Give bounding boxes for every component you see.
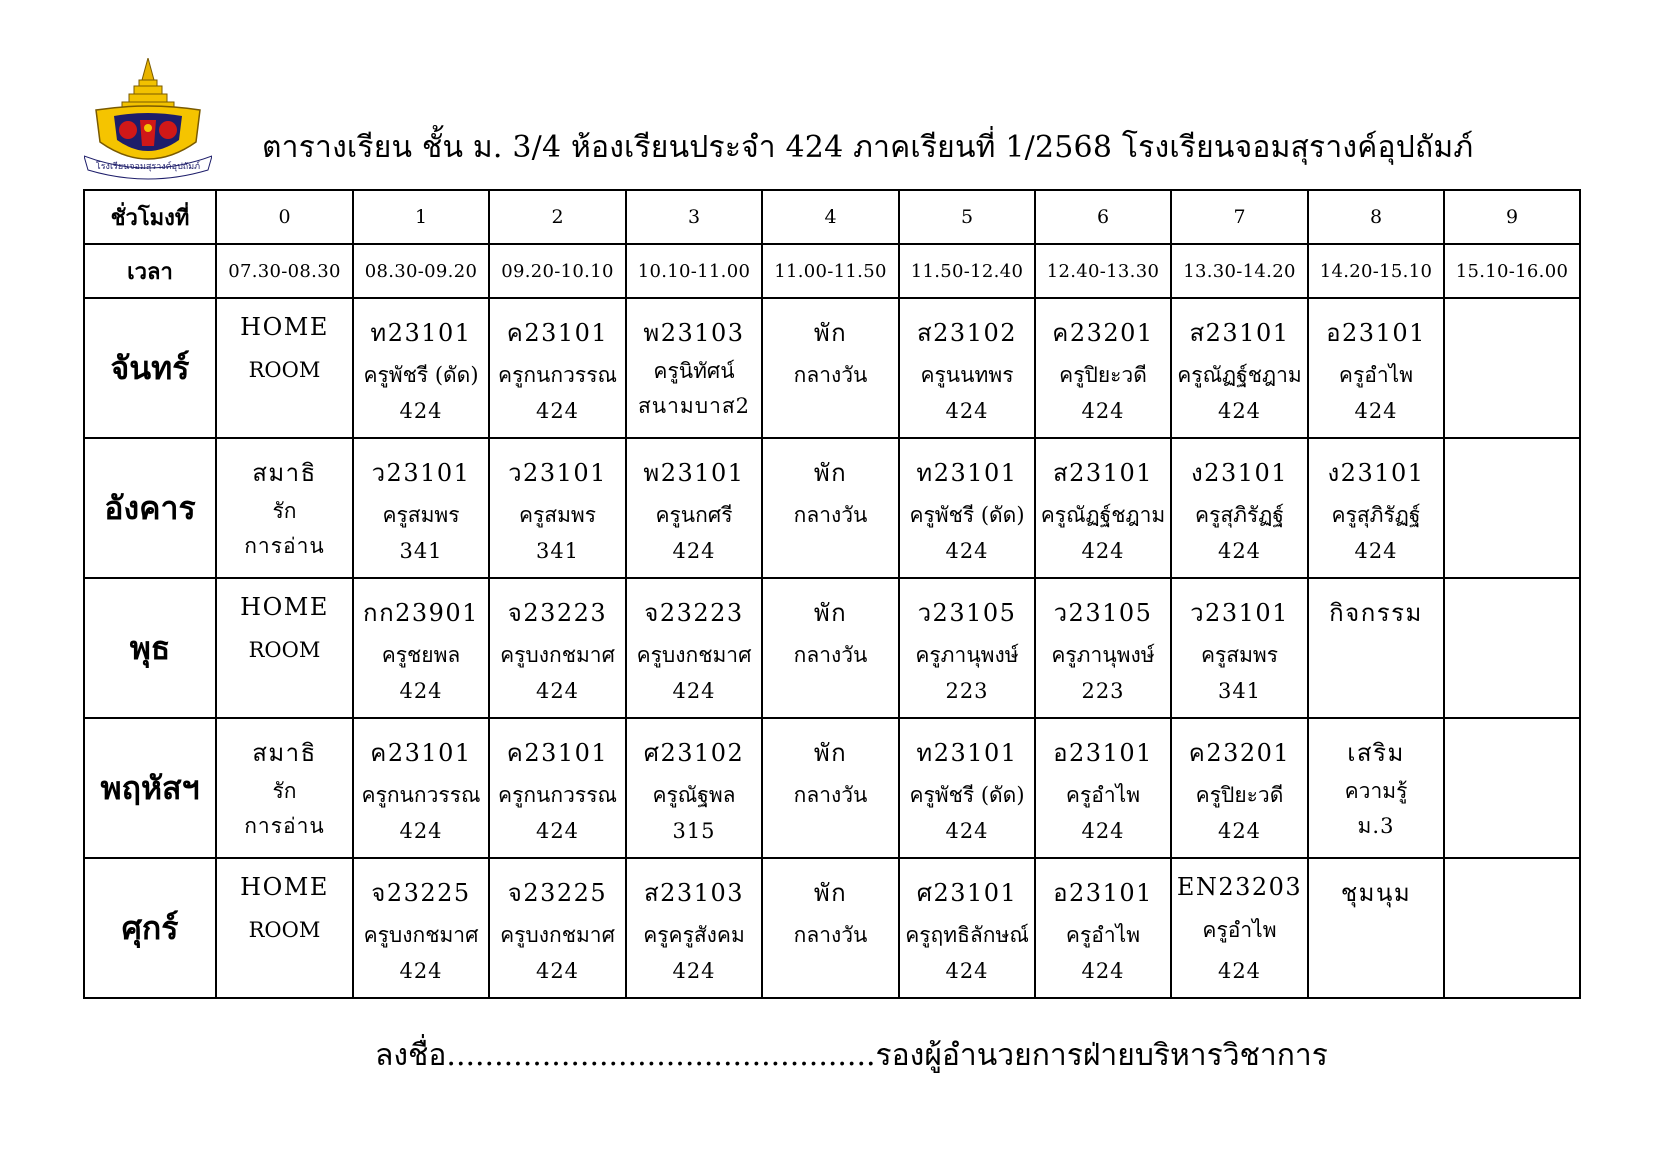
room-number: การอ่าน <box>244 814 325 838</box>
timetable-cell <box>1171 858 1308 998</box>
subject-code: ว23101 <box>508 459 607 487</box>
teacher-name: ความรู้ <box>1344 778 1408 803</box>
timetable-cell <box>1308 438 1444 578</box>
timetable-cell <box>762 578 899 718</box>
timetable-cell <box>1308 718 1444 858</box>
day-name: พุธ <box>84 578 216 718</box>
day-row <box>84 578 1580 718</box>
subject-code: อ23101 <box>1326 319 1426 347</box>
teacher-name: ครูพัชรี (ดัด) <box>909 783 1025 807</box>
timetable-cell <box>899 718 1035 858</box>
teacher-name: ครูบงกชมาศ <box>500 643 615 667</box>
teacher-name: ครูอำไพ <box>1202 917 1277 942</box>
teacher-name: ครูสุภิรัฏฐ์ <box>1195 503 1284 527</box>
teacher-name: กลางวัน <box>793 783 868 807</box>
teacher-name: กลางวัน <box>793 923 868 947</box>
timetable-cell <box>1035 438 1171 578</box>
time-range: 12.40-13.30 <box>1035 244 1171 298</box>
timetable-cell <box>353 858 489 998</box>
day-row <box>84 718 1580 858</box>
timetable-cell <box>353 438 489 578</box>
timetable-cell <box>489 858 626 998</box>
subject-code: ศ23102 <box>643 739 745 767</box>
timetable-cell <box>1444 298 1580 438</box>
teacher-name: ครูกนกวรรณ <box>361 783 481 807</box>
room-number: 424 <box>1081 959 1125 983</box>
teacher-name: ครูภานุพงษ์ <box>915 643 1019 667</box>
room-number: 424 <box>535 399 580 423</box>
subject-code: พัก <box>813 459 848 487</box>
teacher-name: ROOM <box>248 918 321 942</box>
timetable-cell <box>489 298 626 438</box>
room-number: 223 <box>1081 679 1125 703</box>
room-number: 424 <box>1081 399 1125 423</box>
subject-code: เสริม <box>1347 739 1405 767</box>
timetable-cell <box>762 438 899 578</box>
timetable-cell <box>626 718 762 858</box>
room-number: 424 <box>945 399 989 423</box>
timetable-cell <box>353 578 489 718</box>
room-number: 315 <box>672 819 716 843</box>
subject-code: จ23223 <box>507 599 608 627</box>
signature-line: ลงชื่อ.............................................รองผู้อำนวยการฝ่ายบริหารวิชาการ <box>375 1038 1328 1073</box>
room-number: สนามบาส2 <box>637 394 751 418</box>
time-range: 14.20-15.10 <box>1308 244 1444 298</box>
teacher-name: ครูอำไพ <box>1338 363 1414 387</box>
room-number: 424 <box>399 959 443 983</box>
period-row <box>84 190 1580 244</box>
timetable-cell <box>216 438 353 578</box>
subject-code: สมาธิ <box>252 739 317 767</box>
subject-code: พัก <box>813 739 848 767</box>
room-number: 424 <box>1081 539 1125 563</box>
subject-code: จ23223 <box>644 599 744 627</box>
subject-code: ค23101 <box>506 319 609 347</box>
time-range: 15.10-16.00 <box>1444 244 1580 298</box>
teacher-name: ครูกนกวรรณ <box>498 783 617 807</box>
subject-code: จ23225 <box>371 879 471 907</box>
subject-code: อ23101 <box>1053 879 1153 907</box>
timetable-cell <box>353 298 489 438</box>
timetable-cell <box>489 578 626 718</box>
room-number: 424 <box>1354 539 1398 563</box>
time-label: เวลา <box>84 244 216 298</box>
teacher-name: ครูนนทพร <box>920 363 1014 387</box>
subject-code: ค23201 <box>1188 739 1291 767</box>
subject-code: ส23101 <box>1189 319 1290 347</box>
timetable-cell <box>489 438 626 578</box>
timetable-cell <box>1035 858 1171 998</box>
timetable-cell <box>1308 858 1444 998</box>
time-range: 13.30-14.20 <box>1171 244 1308 298</box>
subject-code: ส23101 <box>1053 459 1153 487</box>
subject-code: ส23102 <box>917 319 1017 347</box>
day-name: อังคาร <box>84 438 216 578</box>
day-row <box>84 858 1580 998</box>
teacher-name: รัก <box>272 498 297 523</box>
teacher-name: ครูฤทธิลักษณ์ <box>905 923 1029 947</box>
period-number: 3 <box>626 190 762 244</box>
timetable-cell <box>216 718 353 858</box>
day-row <box>84 298 1580 438</box>
subject-code: EN23203 <box>1176 873 1303 901</box>
room-number: 424 <box>535 679 580 703</box>
period-label: ชั่วโมงที่ <box>84 190 216 244</box>
subject-code: ค23101 <box>506 739 609 767</box>
timetable-cell <box>626 858 762 998</box>
subject-code: HOME <box>240 873 329 901</box>
timetable-cell <box>216 858 353 998</box>
teacher-name: กลางวัน <box>793 363 868 387</box>
subject-code: ค23101 <box>370 739 472 767</box>
teacher-name: ครูสมพร <box>1200 643 1279 667</box>
subject-code: ว23105 <box>1053 599 1153 627</box>
time-range: 11.00-11.50 <box>762 244 899 298</box>
teacher-name: รัก <box>272 778 297 803</box>
teacher-name: ครูณัฐพล <box>652 783 736 807</box>
timetable-cell <box>1171 298 1308 438</box>
teacher-name: ครูบงกชมาศ <box>636 643 752 667</box>
teacher-name: ครูสมพร <box>382 503 460 527</box>
teacher-name: กลางวัน <box>793 503 868 527</box>
room-number: 424 <box>399 679 443 703</box>
subject-code: HOME <box>240 593 329 621</box>
teacher-name: ครูภานุพงษ์ <box>1051 643 1155 667</box>
room-number: 424 <box>945 819 989 843</box>
room-number: 223 <box>945 679 989 703</box>
subject-code: ค23201 <box>1052 319 1154 347</box>
room-number: 424 <box>1217 399 1262 423</box>
timetable-cell <box>899 858 1035 998</box>
teacher-name: ครูพัชรี (ดัด) <box>363 363 479 387</box>
teacher-name: ครูณัฏฐ์ชฎาม <box>1177 363 1302 387</box>
time-range: 10.10-11.00 <box>626 244 762 298</box>
time-range: 11.50-12.40 <box>899 244 1035 298</box>
subject-code: ศ23101 <box>916 879 1018 907</box>
subject-code: ง23101 <box>1327 459 1425 487</box>
timetable-cell <box>1035 718 1171 858</box>
subject-code: จ23225 <box>507 879 608 907</box>
room-number: 341 <box>399 539 443 563</box>
room-number: 424 <box>945 959 989 983</box>
subject-code: กก23901 <box>363 599 479 627</box>
timetable-cell <box>626 578 762 718</box>
teacher-name: ครูสมพร <box>518 503 597 527</box>
subject-code: ว23101 <box>371 459 471 487</box>
teacher-name: ครูสุภิรัฏฐ์ <box>1331 503 1421 527</box>
timetable-cell <box>1444 438 1580 578</box>
timetable-cell <box>1171 578 1308 718</box>
subject-code: พัก <box>813 879 848 907</box>
timetable-cell <box>1035 298 1171 438</box>
day-name: พฤหัสฯ <box>84 718 216 858</box>
subject-code: ชุมนุม <box>1340 879 1412 907</box>
period-number: 5 <box>899 190 1035 244</box>
day-row <box>84 438 1580 578</box>
subject-code: ว23101 <box>1190 599 1289 627</box>
teacher-name: ครูปิยะวดี <box>1195 783 1284 807</box>
timetable-cell <box>899 298 1035 438</box>
room-number: 424 <box>1217 819 1262 843</box>
period-number: 9 <box>1444 190 1580 244</box>
subject-code: ท23101 <box>370 319 472 347</box>
time-range: 07.30-08.30 <box>216 244 353 298</box>
room-number: 424 <box>1081 819 1125 843</box>
timetable-cell <box>216 298 353 438</box>
subject-code: ท23101 <box>916 739 1018 767</box>
timetable-cell <box>762 298 899 438</box>
period-number: 0 <box>216 190 353 244</box>
room-number: 424 <box>672 959 716 983</box>
teacher-name: ครูปิยะวดี <box>1059 363 1147 387</box>
school-logo <box>84 58 212 180</box>
timetable-cell <box>1444 858 1580 998</box>
timetable-cell <box>899 578 1035 718</box>
room-number: 424 <box>945 539 989 563</box>
timetable-cell <box>626 438 762 578</box>
room-number: 424 <box>1217 539 1262 563</box>
subject-code: ส23103 <box>644 879 744 907</box>
timetable-cell <box>216 578 353 718</box>
teacher-name: กลางวัน <box>793 643 868 667</box>
room-number: 424 <box>1354 399 1398 423</box>
subject-code: พ23101 <box>643 459 745 487</box>
teacher-name: ครูบงกชมาศ <box>500 923 615 947</box>
day-name: ศุกร์ <box>84 858 216 998</box>
timetable-cell <box>1308 578 1444 718</box>
subject-code: HOME <box>240 313 329 341</box>
period-number: 4 <box>762 190 899 244</box>
subject-code: ท23101 <box>916 459 1018 487</box>
subject-code: สมาธิ <box>252 459 317 487</box>
day-name: จันทร์ <box>84 298 216 438</box>
timetable-cell <box>353 718 489 858</box>
teacher-name: ครูนิทัศน์ <box>653 358 735 383</box>
room-number: 424 <box>672 679 716 703</box>
logo-ribbon-text: โรงเรียนจอมสุรางค์อุปถัมภ์ <box>95 162 201 172</box>
room-number: 341 <box>1217 679 1262 703</box>
timetable-cell <box>626 298 762 438</box>
subject-code: พ23103 <box>643 319 745 347</box>
teacher-name: ครูอำไพ <box>1065 783 1141 807</box>
room-number: การอ่าน <box>244 534 325 558</box>
room-number: 424 <box>399 819 443 843</box>
timetable-cell <box>489 718 626 858</box>
day-rows <box>84 298 1580 998</box>
teacher-name: ROOM <box>248 358 321 382</box>
room-number: 424 <box>672 539 716 563</box>
room-number: 424 <box>1217 959 1262 983</box>
teacher-name: ครูพัชรี (ดัด) <box>909 503 1025 527</box>
period-number: 6 <box>1035 190 1171 244</box>
timetable-cell <box>1171 718 1308 858</box>
time-range: 09.20-10.10 <box>489 244 626 298</box>
teacher-name: ครูอำไพ <box>1065 923 1141 947</box>
room-number: 424 <box>399 399 443 423</box>
subject-code: พัก <box>813 319 848 347</box>
room-number: ม.3 <box>1357 814 1395 838</box>
teacher-name: ครูณัฏฐ์ชฎาม <box>1040 503 1166 527</box>
room-number: 424 <box>535 819 580 843</box>
time-range: 08.30-09.20 <box>353 244 489 298</box>
timetable-cell <box>1171 438 1308 578</box>
teacher-name: ครูบงกชมาศ <box>363 923 479 947</box>
teacher-name: ROOM <box>248 638 321 662</box>
period-number: 8 <box>1308 190 1444 244</box>
room-number: 424 <box>535 959 580 983</box>
timetable-cell <box>899 438 1035 578</box>
timetable-cell <box>1444 578 1580 718</box>
timetable-cell <box>1444 718 1580 858</box>
teacher-name: ครูกนกวรรณ <box>498 363 617 387</box>
teacher-name: ครูครูสังคม <box>643 923 745 947</box>
timetable-cell <box>762 858 899 998</box>
subject-code: กิจกรรม <box>1329 599 1423 627</box>
subject-code: ง23101 <box>1190 459 1289 487</box>
room-number: 341 <box>535 539 580 563</box>
time-row <box>84 244 1580 298</box>
timetable-cell <box>1308 298 1444 438</box>
subject-code: อ23101 <box>1053 739 1153 767</box>
timetable-cell <box>762 718 899 858</box>
period-number: 2 <box>489 190 626 244</box>
period-number: 1 <box>353 190 489 244</box>
timetable <box>83 189 1581 999</box>
period-number: 7 <box>1171 190 1308 244</box>
teacher-name: ครูชยพล <box>381 643 461 667</box>
teacher-name: ครูนกศรี <box>655 503 733 527</box>
timetable-cell <box>1035 578 1171 718</box>
subject-code: พัก <box>813 599 848 627</box>
subject-code: ว23105 <box>917 599 1017 627</box>
page-title: ตารางเรียน ชั้น ม. 3/4 ห้องเรียนประจำ 424 ภาคเรียนที่ 1/2568 โรงเรียนจอมสุรางค์อุปถัมภ์ <box>262 130 1474 165</box>
